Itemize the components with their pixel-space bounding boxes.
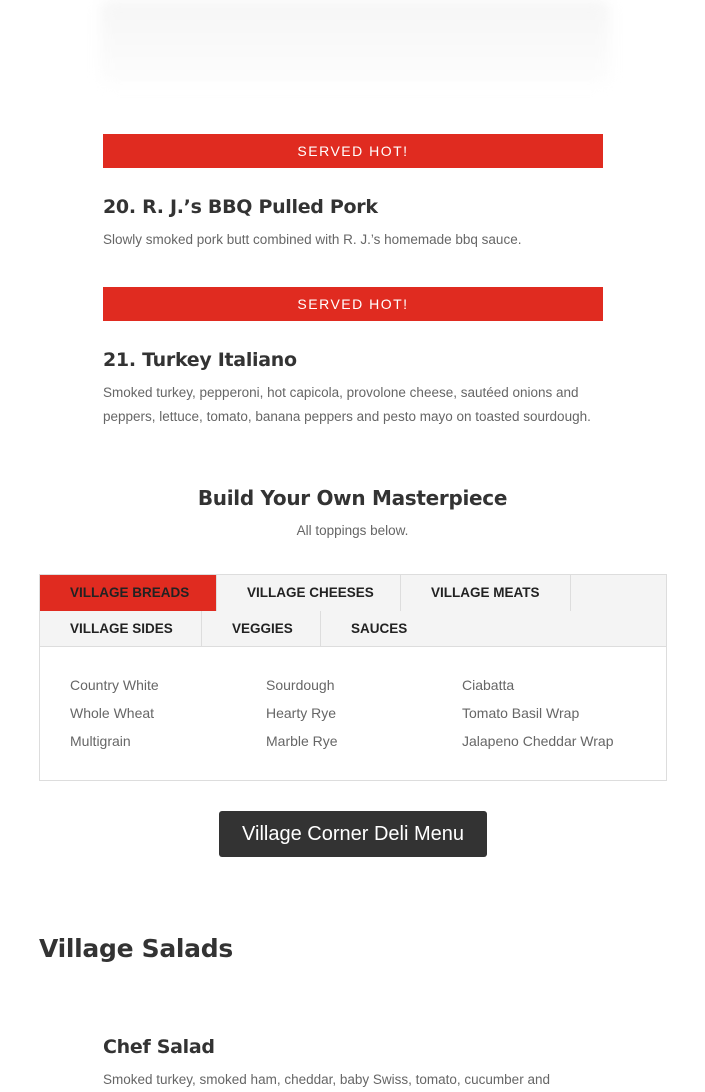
item-description: Slowly smoked pork butt combined with R. J.’s homemade bbq sauce. [103,232,522,247]
item-title: Chef Salad [103,1036,215,1058]
tab-veggies[interactable]: VEGGIES [202,611,321,647]
served-hot-banner: SERVED HOT! [103,287,603,321]
item-description: Smoked turkey, smoked ham, cheddar, baby Swiss, tomato, cucumber and [103,1072,550,1087]
bread-item: Jalapeno Cheddar Wrap [462,733,614,749]
section-title: Village Salads [39,934,233,963]
item-title: 20. R. J.’s BBQ Pulled Pork [103,196,378,218]
bread-item: Marble Rye [266,733,338,749]
bread-item: Sourdough [266,677,335,693]
build-title: Build Your Own Masterpiece [197,486,508,510]
bread-item: Hearty Rye [266,705,337,721]
build-subtitle: All toppings below. [296,523,409,538]
served-hot-banner: SERVED HOT! [103,134,603,168]
tab-village-sides[interactable]: VILLAGE SIDES [40,611,202,647]
tab-village-cheeses[interactable]: VILLAGE CHEESES [217,575,401,611]
item-title: 21. Turkey Italiano [103,349,297,371]
tab-village-meats[interactable]: VILLAGE MEATS [401,575,571,611]
tab-village-breads[interactable]: VILLAGE BREADS [40,575,217,611]
deli-menu-button[interactable]: Village Corner Deli Menu [219,811,487,857]
bread-item: Multigrain [70,733,131,749]
bread-item: Country White [70,677,159,693]
toppings-tabs [39,574,667,781]
bread-item: Tomato Basil Wrap [462,705,580,721]
tab-bar [40,575,666,647]
tab-sauces[interactable]: SAUCES [351,621,408,636]
bread-item: Ciabatta [462,677,515,693]
item-description: Smoked turkey, pepperoni, hot capicola, provolone cheese, sautéed onions and peppers, lettuce, tomato, banana peppers and pesto mayo on toasted sourdough. [103,385,591,424]
bread-item: Whole Wheat [70,705,155,721]
faded-image [100,0,610,85]
